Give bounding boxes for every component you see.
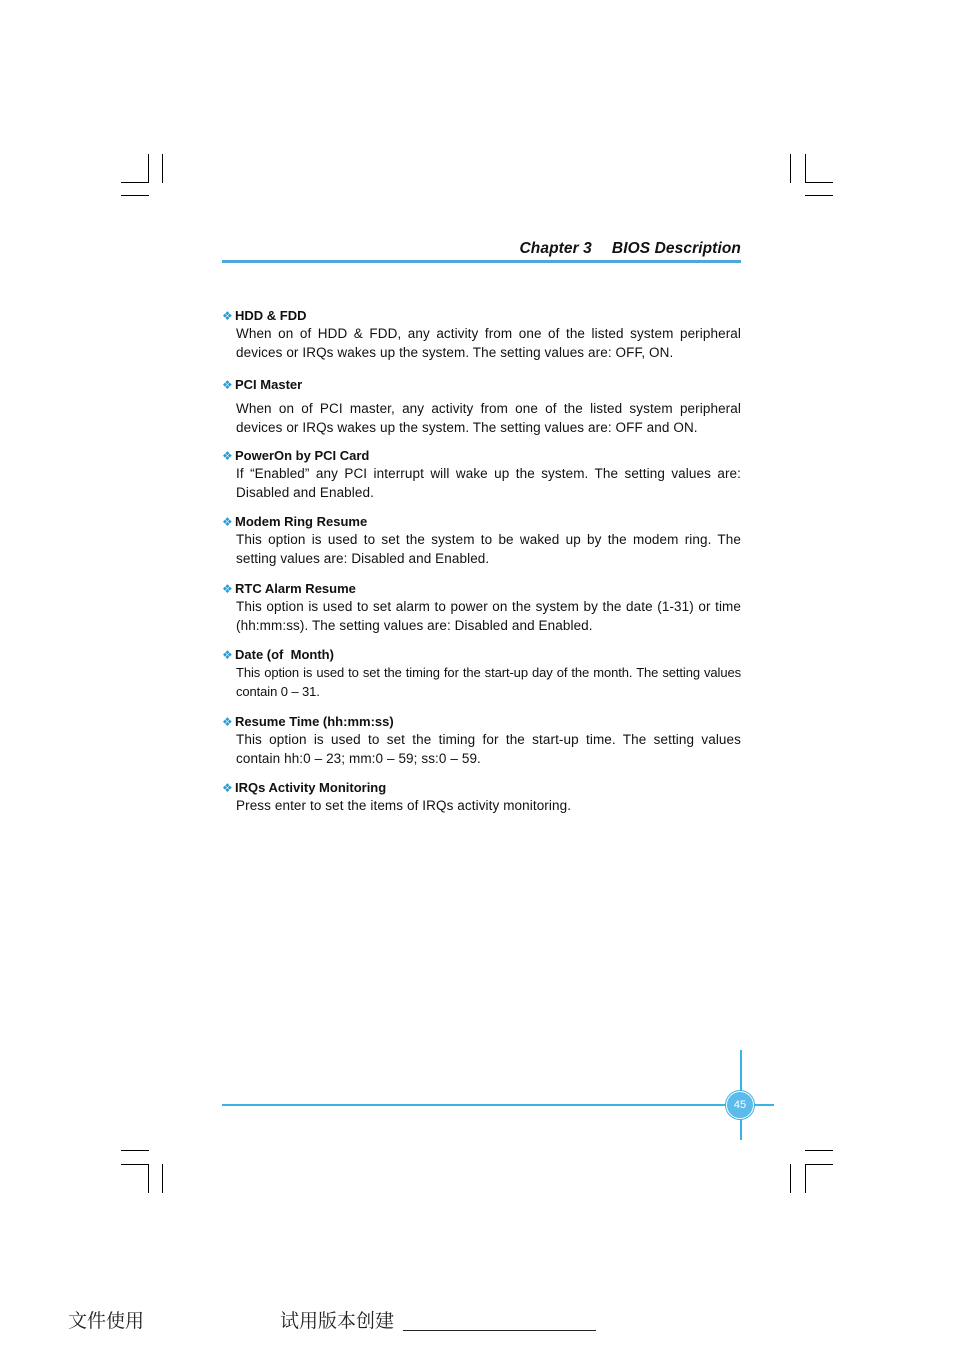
section-title	[222, 513, 752, 531]
crop-mark	[121, 1150, 149, 1151]
crop-mark	[790, 154, 791, 183]
section-title-text: Modem Ring Resume	[235, 514, 368, 529]
section-title-text: Date (of Month)	[235, 647, 334, 662]
crop-mark	[121, 195, 149, 196]
crop-mark	[162, 1164, 163, 1193]
diamond-bullet-icon: ❖	[222, 715, 233, 729]
section-title	[222, 376, 752, 394]
section-title	[222, 580, 752, 598]
diamond-bullet-icon: ❖	[222, 648, 233, 662]
watermark-underline	[403, 1330, 596, 1331]
section-title-text: RTC Alarm Resume	[235, 581, 356, 596]
crop-mark	[805, 1164, 806, 1193]
section-irqs-activity-monitoring	[222, 779, 752, 816]
diamond-bullet-icon: ❖	[222, 582, 233, 596]
crop-mark	[148, 1164, 149, 1193]
running-header	[222, 238, 741, 264]
section-title-text: PCI Master	[235, 377, 303, 392]
diamond-bullet-icon: ❖	[222, 309, 233, 323]
diamond-bullet-icon: ❖	[222, 515, 233, 529]
section-title-text: HDD & FDD	[235, 308, 307, 323]
crop-mark	[121, 1164, 149, 1165]
diamond-bullet-icon: ❖	[222, 378, 233, 392]
page-number-badge: 45	[726, 1091, 754, 1119]
crop-mark	[805, 195, 833, 196]
section-date-of-month	[222, 646, 752, 701]
section-title	[222, 713, 752, 731]
section-body: This option is used to set the timing for the start-up day of the month. The setting values contain 0 – 31.	[236, 665, 741, 699]
section-body: Press enter to set the items of IRQs activity monitoring.	[236, 798, 572, 813]
watermark-left: 文件使用	[68, 1310, 145, 1332]
crop-mark	[805, 1164, 833, 1165]
section-body: This option is used to set the timing for the start-up time. The setting values contain hh:0 – 23; mm:0 – 59; ss:0 – 59.	[236, 732, 741, 766]
section-body: This option is used to set alarm to power on the system by the date (1-31) or time (hh:mm:ss). The setting values are: Disabled and Enabled.	[236, 599, 741, 633]
section-body: This option is used to set the system to be waked up by the modem ring. The setting values are: Disabled and Enabled.	[236, 532, 741, 566]
crop-mark	[790, 1164, 791, 1193]
section-hdd-fdd	[222, 307, 752, 362]
section-pci-master	[222, 376, 752, 437]
header-title: BIOS Description	[611, 240, 741, 257]
section-title	[222, 447, 752, 465]
section-title-text: IRQs Activity Monitoring	[235, 780, 387, 795]
section-title	[222, 646, 752, 664]
section-rtc-alarm-resume	[222, 580, 752, 635]
chapter-label: Chapter 3	[519, 240, 592, 257]
section-body: If “Enabled” any PCI interrupt will wake up the system. The setting values are: Disabled and Enabled.	[236, 466, 741, 500]
section-title-text: Resume Time (hh:mm:ss)	[235, 714, 394, 729]
watermark-right: 试用版本创建	[280, 1310, 395, 1332]
section-title	[222, 307, 752, 325]
section-resume-time	[222, 713, 752, 768]
diamond-bullet-icon: ❖	[222, 449, 233, 463]
crop-mark	[162, 154, 163, 183]
crop-mark	[805, 1150, 833, 1151]
footer-rule	[222, 1104, 774, 1106]
section-title-text: PowerOn by PCI Card	[235, 448, 370, 463]
diamond-bullet-icon: ❖	[222, 781, 233, 795]
header-text	[520, 240, 741, 258]
section-poweron-pci-card	[222, 447, 752, 502]
crop-mark	[805, 154, 806, 183]
crop-mark	[148, 154, 149, 183]
section-body: When on of PCI master, any activity from one of the listed system peripheral devices or IRQs wakes up the system. The setting values are: OFF and ON.	[236, 401, 741, 435]
header-rule	[222, 260, 741, 263]
crop-mark	[805, 182, 833, 183]
section-body: When on of HDD & FDD, any activity from one of the listed system peripheral devices or IRQs wakes up the system. The setting values are: OFF, ON.	[236, 326, 741, 360]
section-modem-ring-resume	[222, 513, 752, 568]
crop-mark	[121, 182, 149, 183]
section-title	[222, 779, 752, 797]
